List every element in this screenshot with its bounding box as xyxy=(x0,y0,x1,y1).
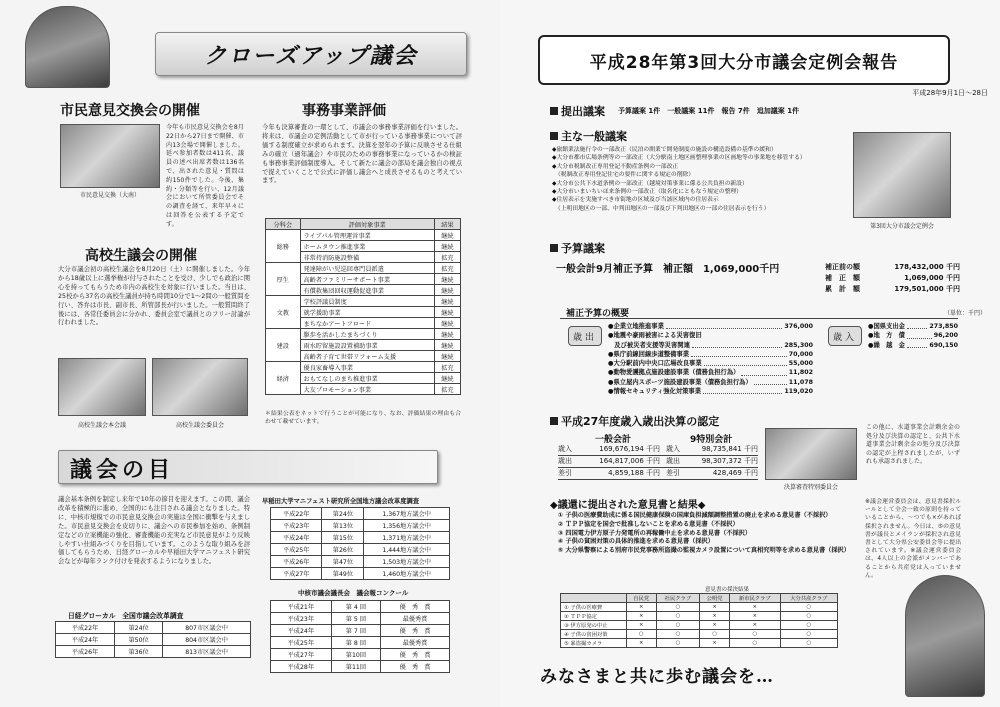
eval-item: 優良家畜導入事業 xyxy=(300,362,434,373)
waseda-cell: 1,503地方議会中 xyxy=(364,556,450,568)
opinion-list xyxy=(558,512,856,556)
eval-row xyxy=(266,362,461,373)
vote-cell: ○ xyxy=(656,621,700,630)
budget-summary-row xyxy=(825,262,960,273)
s3-photo-a xyxy=(58,358,146,416)
eval-th-result: 結果 xyxy=(434,219,460,230)
expense-leader xyxy=(692,347,782,348)
eval-group: 文教 xyxy=(266,296,301,329)
eval-row xyxy=(266,329,461,340)
settlement-photo-caption: 決算審査特別委員会 xyxy=(783,484,838,491)
expense-leader xyxy=(666,328,782,329)
vote-cell: × xyxy=(626,639,656,648)
eval-result: 継続 xyxy=(434,318,460,329)
expense-value: 119,020 xyxy=(784,388,813,396)
outline-rule xyxy=(560,318,958,319)
eval-row xyxy=(266,230,461,241)
eval-item: おもてなしのまち推進事業 xyxy=(300,373,434,384)
eval-group: 総務 xyxy=(266,230,301,263)
expense-row xyxy=(608,359,813,368)
expense-row xyxy=(608,350,813,359)
waseda-cell: 第47位 xyxy=(322,556,364,568)
budget-heading xyxy=(550,240,605,256)
vote-row xyxy=(561,603,838,612)
expense-name: ●地震や豪雨被害による災害復旧 xyxy=(608,332,702,340)
settlement-value-a: 164,817,006 千円 xyxy=(599,457,660,465)
s2-footnote: ＊結果公表をネットで行うことが可能になり、なお、評価結果の理由も合わせて載せています。 xyxy=(265,411,461,425)
report-title: 平成28年第3回大分市議会定例会報告 xyxy=(589,52,899,73)
settlement-heading xyxy=(550,413,719,429)
expense-value: 55,000 xyxy=(788,360,813,368)
chukaku-row xyxy=(271,649,450,661)
income-leader xyxy=(907,338,932,339)
nikkei-title: 日経グローカル 全国市議会改革調査 xyxy=(68,612,184,620)
main-photo-caption: 第3回大分市議会定例会 xyxy=(870,223,934,230)
settlement-value-b: 98,735,841 千円 xyxy=(701,445,758,453)
eval-item: ライブパル管理運営事業 xyxy=(300,230,434,241)
eval-item: 非常持消防施設整備 xyxy=(300,252,434,263)
s3-body: 大分市議会初の高校生議会を8月20日（土）に開催しました。今年から18歳以上に選挙権が付与されたことを受け、少しでも政治に関心を持ってもらうため市内の高校生を対象に行いました。当日は、25校から37名の高校生議員が持ち時間10分で1～2問の一般質問を行い、答弁は市長、副市長、所管部長が行いました。一般質問終了後には、各常任委員会に分かれ、委員会室で議員とのフリー討論が行われました。 xyxy=(58,266,250,327)
chukaku-cell: 第10回 xyxy=(331,649,380,661)
nikkei-cell: 第50位 xyxy=(115,634,163,646)
vote-cell: × xyxy=(730,603,781,612)
budget-summary-row xyxy=(825,273,960,284)
waseda-cell: 第49位 xyxy=(322,568,364,580)
chukaku-cell: 第 5 回 xyxy=(331,613,380,625)
expense-leader xyxy=(754,384,787,385)
vote-cell: ○ xyxy=(780,639,837,648)
expense-list xyxy=(608,322,813,396)
submitted-heading xyxy=(550,103,605,119)
settlement-photo xyxy=(765,428,857,480)
nikkei-cell: 813市区議会中 xyxy=(163,646,251,658)
vote-cell: ⑤ 暴盗撮カメラ xyxy=(561,639,627,648)
expense-badge xyxy=(568,326,602,346)
vote-cell: ○ xyxy=(626,630,656,639)
eval-item: ホームタウン推進事業 xyxy=(300,241,434,252)
waseda-row xyxy=(271,532,450,544)
s3-photo-b xyxy=(152,358,248,416)
waseda-row xyxy=(271,544,450,556)
expense-row xyxy=(608,341,813,350)
gikai-no-me-title: 議会の目 xyxy=(70,457,175,483)
vote-th: 大分共産クラブ xyxy=(780,594,837,603)
eval-group: 建設 xyxy=(266,329,301,362)
vote-caption: 意見書の採決結果 xyxy=(705,587,750,593)
chukaku-row xyxy=(271,661,450,673)
opinion-notes: ※議会運営委員会は、意見書採択ルールとして全会一致の原則を持っていることから、～つでも×があれば採択されません。今日は、⑤の意見書が議長とメイランが採択され意見書として大分県公安委員会等に提出されています。※議会運営委員会は、4人以上の会派がメンバーであることから共産党は入っていません。 xyxy=(865,499,961,579)
opinion-heading: ◆議還に提出された意見書と結果◆ xyxy=(550,500,706,511)
eval-group: 経済 xyxy=(266,362,301,395)
vote-cell: × xyxy=(730,612,781,621)
vote-cell: ○ xyxy=(780,621,837,630)
income-list xyxy=(868,322,958,350)
chukaku-cell: 第11回 xyxy=(331,661,380,673)
report-date: 平成28年9月1日～28日 xyxy=(912,89,988,97)
vote-th: 自民党 xyxy=(626,594,656,603)
waseda-cell: 平成25年 xyxy=(271,544,322,556)
expense-value: 285,300 xyxy=(784,341,813,349)
s1-photo xyxy=(60,124,160,188)
settlement-label-b: 差引 xyxy=(666,469,680,477)
expense-row xyxy=(608,368,813,377)
settlement-label: 平成27年度歳入歳出決算の認定 xyxy=(561,415,720,428)
opinion-item: ④ 子供の貧困対策の具体的推進を求める意見書（採択） xyxy=(558,538,714,546)
chukaku-row xyxy=(271,613,450,625)
settlement-value-b: 98,307,372 千円 xyxy=(701,457,758,465)
nikkei-cell: 平成26年 xyxy=(56,646,115,658)
opinion-item: ⑤ 大分県警察による別府市民党事務所盗撮の監視カメラ設置について真相究明等を求める意見書（採択） xyxy=(558,547,850,555)
settlement-value-a: 169,676,194 千円 xyxy=(599,445,660,453)
expense-name: ●県立屋内スポーツ施設建設事業（債務負担行為） xyxy=(608,378,752,386)
outline-title: 補正予算の概要 xyxy=(566,309,630,319)
expense-row xyxy=(608,378,813,387)
waseda-title: 早稲田大学マニフェスト研究所全国地方議会改革度調査 xyxy=(262,498,420,505)
vote-table xyxy=(560,593,838,648)
waseda-cell: 平成23年 xyxy=(271,520,322,532)
chukaku-cell: 平成28年 xyxy=(271,661,332,673)
expense-row xyxy=(608,331,813,340)
income-leader xyxy=(907,328,927,329)
budget-square xyxy=(550,244,558,252)
vote-cell: ④ 子供の貧困対策 xyxy=(561,630,627,639)
main-item: ◆住居表示を実施すべき市街地の区域及び当該区域内の住居表示 xyxy=(552,197,719,204)
eval-result: 拡充 xyxy=(434,384,460,395)
main-item: ◆大分市都市広場条例等の一部改正（大分駅南土地区画整理事業の区画地等の事業地を移管する） xyxy=(552,155,806,162)
eval-result: 拡充 xyxy=(434,362,460,373)
vote-th: 新市民クラブ xyxy=(730,594,781,603)
chukaku-cell: 平成25年 xyxy=(271,637,332,649)
waseda-cell: 平成24年 xyxy=(271,532,322,544)
eval-result: 継続 xyxy=(434,296,460,307)
income-name: ●地 方 債 xyxy=(868,332,905,340)
eval-result: 拡充 xyxy=(434,252,460,263)
expense-value: 70,000 xyxy=(788,350,813,358)
opinion-item: ③ 四国電力伊方原子力発電所の再稼働中止を求める意見書（不採択） xyxy=(558,529,752,537)
closeup-title: クローズアップ議会 xyxy=(204,43,418,69)
expense-value: 376,000 xyxy=(784,323,813,330)
settlement-value-a: 4,859,188 千円 xyxy=(608,469,660,477)
eval-item: 大友プロモーション事業 xyxy=(300,384,434,395)
waseda-cell: 1,460地方議会中 xyxy=(364,568,450,580)
vote-cell: ○ xyxy=(656,612,700,621)
main-item: ◆大分市公共下水道条例の一部改正（越境対策事業に係る公共負担の新設） xyxy=(552,180,748,187)
main-list xyxy=(552,146,842,213)
settlement-label-a: 歳入 xyxy=(558,445,572,453)
vote-th xyxy=(561,594,627,603)
vote-cell: ③ 伊方原発の中止 xyxy=(561,621,627,630)
vote-cell: × xyxy=(626,612,656,621)
vote-cell: ○ xyxy=(730,639,781,648)
expense-name: ●企業立地推進事業 xyxy=(608,323,664,330)
eval-th-item: 評価対象事業 xyxy=(300,219,434,230)
opinion-item: ① 子供の医療費助成に係る国民健康保険の国庫負担減額調整措置の廃止を求める意見書（不採択） xyxy=(558,512,832,519)
chukaku-cell: 優 秀 賞 xyxy=(381,661,450,673)
nikkei-row xyxy=(56,646,251,658)
s1-photo-caption: 市民意見交換（大南） xyxy=(79,192,140,199)
main-item: （上明田地区の一部、中判田地区の一部及び下判田地区の一部の住居表示を行う） xyxy=(552,205,770,212)
waseda-cell: 平成27年 xyxy=(271,568,322,580)
settlement-label-a: 差引 xyxy=(558,469,572,477)
waseda-cell: 1,356地方議会中 xyxy=(364,520,450,532)
vote-row xyxy=(561,639,838,648)
expense-label: 歳出 xyxy=(572,332,597,343)
vote-cell: × xyxy=(700,612,730,621)
budget-summary xyxy=(825,262,960,295)
chukaku-row xyxy=(271,637,450,649)
chairman-photo-left xyxy=(25,6,110,88)
nikkei-cell: 平成22年 xyxy=(56,622,115,634)
expense-value: 11,078 xyxy=(788,378,813,386)
main-photo xyxy=(853,132,951,218)
vote-th: 社民クラブ xyxy=(656,594,700,603)
waseda-cell: 1,367地方議会中 xyxy=(364,508,450,520)
waseda-cell: 第26位 xyxy=(322,544,364,556)
expense-row xyxy=(608,322,813,331)
nikkei-cell: 804市区議会中 xyxy=(163,634,251,646)
expense-value: 11,802 xyxy=(788,369,813,377)
s3-caption-a: 高校生議会本会議 xyxy=(77,422,126,429)
vote-cell: ○ xyxy=(656,630,700,639)
chukaku-cell: 平成21年 xyxy=(271,601,332,613)
waseda-cell: 1,444地方議会中 xyxy=(364,544,450,556)
settlement-label-a: 歳出 xyxy=(558,457,572,465)
waseda-cell: 1,371地方議会中 xyxy=(364,532,450,544)
waseda-table xyxy=(270,507,450,580)
main-heading xyxy=(550,128,627,144)
closeup-banner xyxy=(155,32,467,76)
chukaku-title: 中核市議会議長会 議会報コンクール xyxy=(298,589,409,597)
submitted-items: 予算議案 1件 一般議案 11件 報告 7件 追加議案 1件 xyxy=(618,107,800,115)
submitted-label: 提出議案 xyxy=(561,105,605,118)
settlement-row xyxy=(558,468,758,480)
s3-title: 高校生議会の開催 xyxy=(85,248,197,264)
waseda-row xyxy=(271,556,450,568)
settlement-general: 一般会計 xyxy=(595,435,632,445)
waseda-row xyxy=(271,520,450,532)
main-item: ◆旅館業法施行令の一部改正（民泊の開業で開発制度の施設の構造設備の基準の緩和） xyxy=(552,147,777,153)
chukaku-cell: 第 8 回 xyxy=(331,637,380,649)
income-badge xyxy=(828,326,862,346)
waseda-cell: 平成22年 xyxy=(271,508,322,520)
budget-line: 一般会計9月補正予算 補正額 1,069,000千円 xyxy=(556,264,780,275)
budget-summary-label: 累 計 額 xyxy=(825,285,860,293)
s3-caption-b: 高校生議会委員会 xyxy=(175,422,224,429)
eval-item: 有償救集団回収運動促進事業 xyxy=(300,285,434,296)
expense-name: ●大分駅前内中央口広場改良事業 xyxy=(608,360,702,368)
vote-cell: ② ＴＰＰ協定 xyxy=(561,612,627,621)
eval-result: 継続 xyxy=(434,340,460,351)
expense-name: ●県庁前線回線歩道整備事業 xyxy=(608,350,690,358)
main-square xyxy=(550,132,558,140)
nikkei-cell: 807市区議会中 xyxy=(163,622,251,634)
settlement-row xyxy=(558,444,758,456)
settlement-label-b: 歳出 xyxy=(666,457,680,465)
budget-summary-label: 補正前の額 xyxy=(825,263,860,271)
eval-result: 継続 xyxy=(434,274,460,285)
vote-row xyxy=(561,612,838,621)
income-label: 歳入 xyxy=(832,332,857,343)
report-title-box xyxy=(538,35,950,85)
eval-th-group: 分科会 xyxy=(266,219,301,230)
chukaku-cell: 最優秀賞 xyxy=(381,613,450,625)
main-label: 主な一般議案 xyxy=(561,130,627,143)
budget-summary-value: 1,069,000 千円 xyxy=(904,274,960,282)
chukaku-cell: 優 秀 賞 xyxy=(381,601,450,613)
expense-name: ●情報セキュリティ強化対策事業 xyxy=(608,388,702,396)
settlement-label-b: 歳入 xyxy=(666,445,680,453)
expense-leader xyxy=(704,365,787,366)
nikkei-row xyxy=(56,622,251,634)
waseda-row xyxy=(271,568,450,580)
main-item: ◆大分市税制改正専用登記不動産条例の一部改正 xyxy=(552,163,679,170)
vote-cell: ○ xyxy=(656,639,700,648)
s2-title: 事務事業評価 xyxy=(302,103,386,119)
income-name: ●国県支出金 xyxy=(868,323,905,330)
budget-summary-value: 179,501,000 千円 xyxy=(894,285,960,293)
chukaku-cell: 第 7 回 xyxy=(331,625,380,637)
chukaku-table xyxy=(270,600,450,673)
vote-cell: ○ xyxy=(780,612,837,621)
nikkei-row xyxy=(56,634,251,646)
vote-cell: × xyxy=(730,621,781,630)
main-item: （税制改正専用登記住宅の要件に関する規定の削除） xyxy=(552,172,695,179)
settlement-rows xyxy=(558,444,758,480)
eval-result: 継続 xyxy=(434,329,460,340)
waseda-cell: 第24位 xyxy=(322,508,364,520)
outline-unit: （単位：千円） xyxy=(943,310,986,317)
chukaku-cell: 最優秀賞 xyxy=(381,637,450,649)
chukaku-cell: 平成23年 xyxy=(271,613,332,625)
eval-item: 駆歩を活かしたまちづくり xyxy=(300,329,434,340)
chukaku-row xyxy=(271,625,450,637)
expense-leader xyxy=(703,393,782,394)
s1-title: 市民意見交換会の開催 xyxy=(60,103,200,119)
expense-leader xyxy=(691,356,787,357)
vote-cell: × xyxy=(700,639,730,648)
vote-cell: ○ xyxy=(780,630,837,639)
vote-cell: × xyxy=(626,621,656,630)
vote-cell: ○ xyxy=(780,603,837,612)
waseda-cell: 第13位 xyxy=(322,520,364,532)
eval-result: 拡充 xyxy=(434,263,460,274)
vote-cell: ○ xyxy=(700,630,730,639)
nikkei-cell: 第36位 xyxy=(115,646,163,658)
main-item: ◆大分市いまいちいほ来条例の一部改正（取名化にともなう規定の整理） xyxy=(552,189,742,196)
vote-cell: × xyxy=(700,603,730,612)
vote-th: 公明党 xyxy=(700,594,730,603)
expense-name: ●動物愛護拠点施設建設事業（債務負担行為） xyxy=(608,369,740,377)
eval-item: 学校評議員制度 xyxy=(300,296,434,307)
income-row xyxy=(868,341,958,350)
vote-row xyxy=(561,630,838,639)
eval-table xyxy=(265,218,461,395)
budget-label: 予算議案 xyxy=(561,242,605,255)
opinion-item: ② ＴＰＰ協定を国会で批准しないことを求める意見書（不採択） xyxy=(558,520,739,528)
income-row xyxy=(868,322,958,331)
eval-item: 高齢者ファミリーサポート事業 xyxy=(300,274,434,285)
eval-item: 高齢者子育て世帯リフォーム支援 xyxy=(300,351,434,362)
waseda-cell: 第15位 xyxy=(322,532,364,544)
eval-row xyxy=(266,263,461,274)
eval-item: 雨水貯留施設設置補助事業 xyxy=(300,340,434,351)
expense-row xyxy=(608,387,813,396)
budget-summary-value: 178,432,000 千円 xyxy=(894,263,960,271)
income-value: 96,200 xyxy=(933,332,958,340)
chairman-photo-right xyxy=(905,575,985,697)
s2-body: 今年も決算審査の一環として、市議会の事務事業評価を行いました。将来は、市議会の定例活動として市が行っている事務事業について評価する制度確立が求められます。決算を翌年の予算に反映させる仕組みの確立（過年議会）や市民のための事務事業になっているかの検証も事務事業評価制度導入。そして新たに議会の部局を議会独自の視点で捉えていくことで公式に評価し議会へと成長させるものと考えています。 xyxy=(262,124,462,185)
expense-leader xyxy=(741,375,786,376)
waseda-cell: 平成26年 xyxy=(271,556,322,568)
eval-result: 継続 xyxy=(434,373,460,384)
income-row xyxy=(868,331,958,340)
settlement-value-b: 428,469 千円 xyxy=(712,469,758,477)
eval-item: 発達障がい児巡回専門員派遣 xyxy=(300,263,434,274)
expense-name: 及び被災者支援等災害関連 xyxy=(608,341,690,349)
income-leader xyxy=(907,347,927,348)
chukaku-cell: 優 秀 賞 xyxy=(381,625,450,637)
eval-result: 継続 xyxy=(434,241,460,252)
vote-row xyxy=(561,621,838,630)
nikkei-cell: 第24位 xyxy=(115,622,163,634)
vote-cell: × xyxy=(700,621,730,630)
budget-summary-row xyxy=(825,284,960,295)
s1-body: 今年も市民意見交換会を8月22日から27日まで開催、市内13会場で開催しました。延べ参加者数は411名、議員の述べ出席者数は136名で、出された意見・質問は約150件でした。今後、集約・分類等を行い、12月議会において所管委員会でその調査を経て、来年早々には回答を公表する予定です。 xyxy=(166,124,244,228)
settlement-square xyxy=(550,417,558,425)
nikkei-cell: 平成24年 xyxy=(56,634,115,646)
submitted-square xyxy=(550,107,558,115)
vote-cell: ○ xyxy=(730,630,781,639)
chukaku-cell: 優 秀 賞 xyxy=(381,649,450,661)
eval-result: 継続 xyxy=(434,351,460,362)
eval-group: 厚生 xyxy=(266,263,301,296)
income-value: 273,850 xyxy=(929,323,958,330)
settlement-row xyxy=(558,456,758,468)
slogan: みなさまと共に歩む議会を… xyxy=(540,667,774,687)
eval-item: 就学援助事業 xyxy=(300,307,434,318)
vote-cell: × xyxy=(626,603,656,612)
chukaku-row xyxy=(271,601,450,613)
income-value: 690,150 xyxy=(929,341,958,349)
vote-cell: ① 子供の医療費 xyxy=(561,603,627,612)
s4-body: 議会基本条例を制定し来年で10年の節目を迎えます。この間、議会改革を積極的に進め、全国的にも注目される議会となりました。特に、中核市規模での市民意見交換会の実施は全国に衝撃を与えました。市民意見交換会を皮切りに、議会への市民参加を始め、条例制定などの立案機能の強化、審査機能の充実など市民意見がより反映しやすい仕組みづくりを目指しています。このような取り組みを評価してもらうため、日経グローカルや早稲田大学マニフェスト研究会などが毎年ランク付けを発表するようになりました。 xyxy=(58,496,250,566)
settlement-special: 9特別会計 xyxy=(690,435,733,445)
waseda-row xyxy=(271,508,450,520)
settlement-note: この他に、水道事業会計剰余金の処分及び決算の認定と、公共下水道事業会計剰余金の処分及び決算の認定が上程されましたが、いずれも承認されました。 xyxy=(866,424,960,466)
chukaku-cell: 平成24年 xyxy=(271,625,332,637)
eval-row xyxy=(266,296,461,307)
chukaku-cell: 第 4 回 xyxy=(331,601,380,613)
budget-summary-label: 補 正 額 xyxy=(825,274,860,282)
eval-result: 継続 xyxy=(434,285,460,296)
right-page xyxy=(500,0,1000,707)
eval-result: 継続 xyxy=(434,307,460,318)
nikkei-table xyxy=(55,621,251,658)
eval-item: まちなかアートフロード xyxy=(300,318,434,329)
vote-cell: ○ xyxy=(656,603,700,612)
chukaku-cell: 平成27年 xyxy=(271,649,332,661)
income-name: ●繰 越 金 xyxy=(868,341,905,349)
eval-result: 継続 xyxy=(434,230,460,241)
